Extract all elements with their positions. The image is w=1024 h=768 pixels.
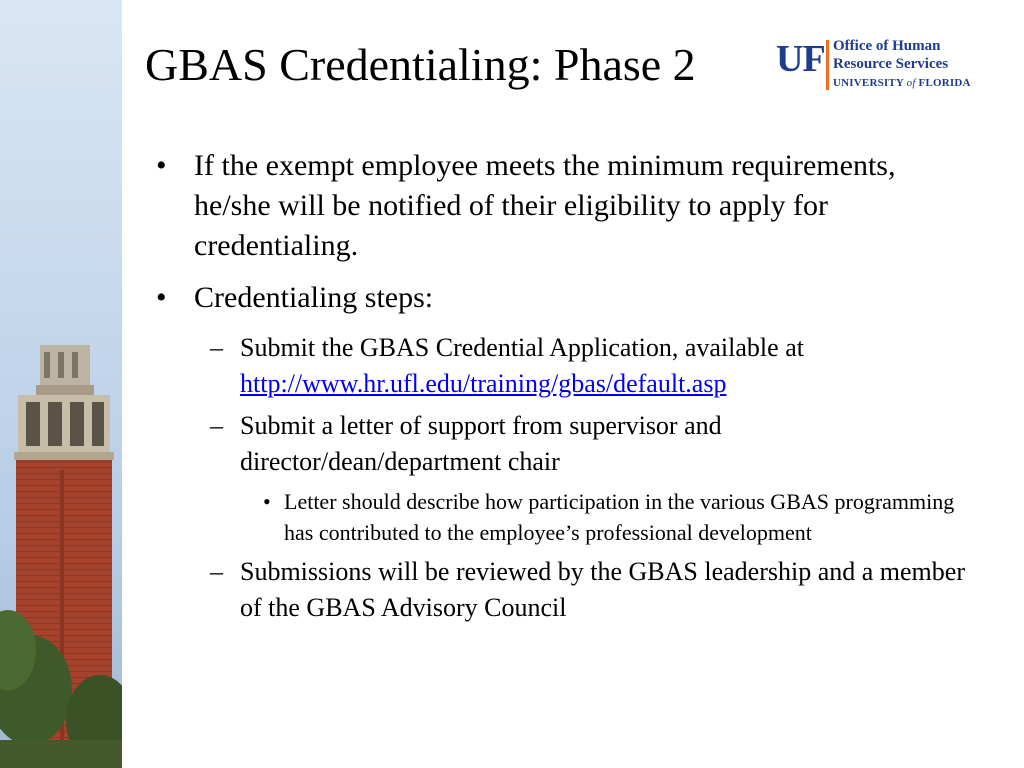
uf-hr-logo	[776, 36, 994, 96]
century-tower-image	[0, 0, 122, 768]
letter-description-text: Letter should describe how participation in the various GBAS programming has contributed to the employee’s professional development	[284, 489, 955, 545]
logo-line-university: UNIVERSITY of FLORIDA	[833, 77, 971, 89]
bullet-eligibility	[150, 146, 970, 266]
step-letter-of-support-text: Submit a letter of support from supervisor and director/dean/department chair	[240, 411, 722, 476]
gbas-application-link[interactable]: http://www.hr.ufl.edu/training/gbas/default.asp	[240, 369, 727, 398]
step-letter-of-support	[150, 408, 970, 480]
step-submit-application-text: Submit the GBAS Credential Application, available at	[240, 333, 804, 362]
step-review	[150, 554, 970, 626]
letter-description	[150, 486, 970, 548]
uf-logo-mark: UF	[776, 38, 825, 80]
bullet-credentialing-steps	[150, 278, 970, 318]
century-tower-illustration	[0, 0, 122, 768]
bullet-marker: •	[156, 281, 167, 314]
dash-marker: –	[210, 411, 223, 440]
logo-line-office: Office of Human	[833, 38, 941, 54]
step-review-text: Submissions will be reviewed by the GBAS leadership and a member of the GBAS Advisory Council	[240, 557, 965, 622]
bullet-eligibility-text: If the exempt employee meets the minimum requirements, he/she will be notified of their eligibility to apply for credentialing.	[194, 149, 896, 262]
logo-line-resource: Resource Services	[833, 56, 949, 72]
slide-body	[150, 146, 970, 632]
bullet-marker: •	[156, 149, 167, 182]
bullet-marker: •	[263, 489, 271, 514]
bullet-credentialing-steps-text: Credentialing steps:	[194, 281, 434, 314]
slide-title: GBAS Credentialing: Phase 2	[145, 39, 696, 90]
dash-marker: –	[210, 557, 223, 586]
step-submit-application	[150, 330, 970, 402]
logo-divider	[826, 40, 829, 90]
dash-marker: –	[210, 333, 223, 362]
